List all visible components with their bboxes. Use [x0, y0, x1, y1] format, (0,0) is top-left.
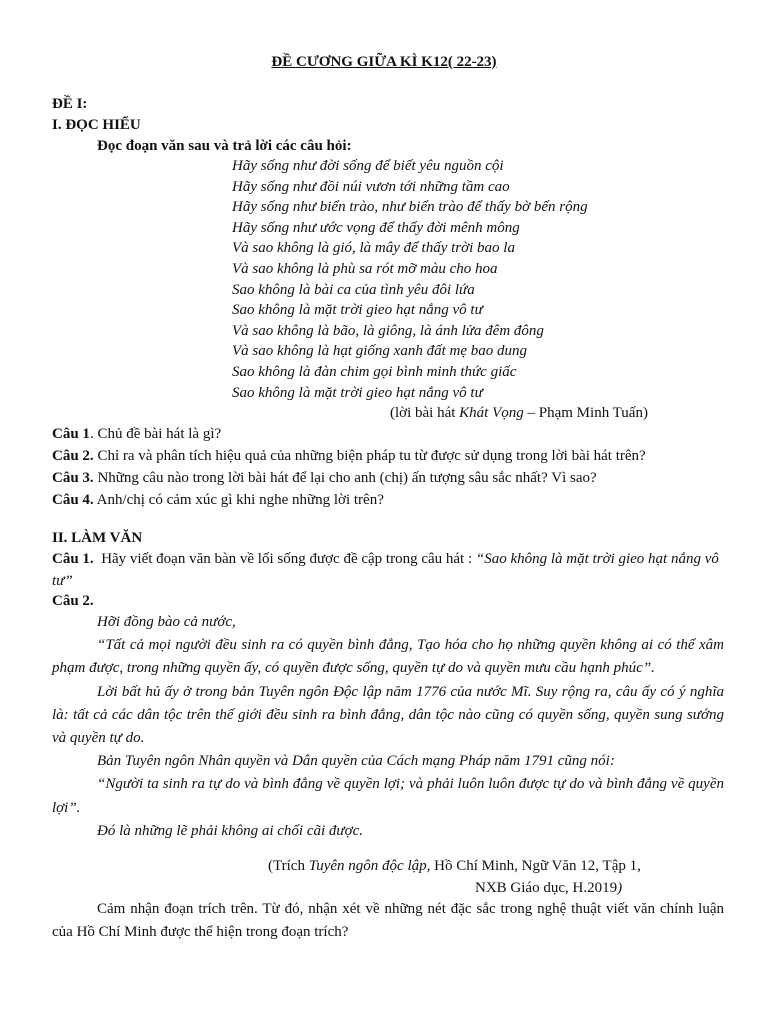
credit-post: – Phạm Minh Tuấn) — [523, 405, 648, 421]
source-pre: (Trích — [268, 858, 309, 874]
poem-line: Và sao không là phù sa rót mỡ màu cho hoa — [232, 260, 498, 277]
poem-line: Và sao không là gió, là mây để thấy trời bao la — [232, 240, 515, 257]
source-publisher: NXB Giáo dục, H.2019 — [475, 880, 618, 896]
section1-instruction: Đọc đoạn văn sau và trả lời các câu hỏi: — [97, 138, 352, 154]
passage-paragraph: Bản Tuyên ngôn Nhân quyền và Dân quyền của Cách mạng Pháp năm 1791 cũng nói: — [97, 753, 615, 770]
poem-line: Hãy sống như biển trào, như biển trào để thấy bờ bến rộng — [232, 199, 588, 216]
question-label: Câu 1 — [52, 426, 90, 442]
poem-line: Hãy sống như đồi núi vươn tới những tầm cao — [232, 178, 510, 195]
question-text: Anh/chị có cảm xúc gì khi nghe những lời trên? — [93, 492, 384, 508]
question-text: . Chủ đề bài hát là gì? — [89, 426, 222, 442]
writing-task: Cảm nhận đoạn trích trên. Từ đó, nhận xét về những nét đặc sắc trong nghệ thuật viết văn chính luận của Hồ Chí Minh được thể hiện trong đoạn trích? — [52, 901, 724, 941]
section2-question2-label: Câu 2. — [52, 593, 94, 609]
question-item — [52, 424, 724, 446]
source-post: Hồ Chí Minh, Ngữ Văn 12, Tập 1, — [430, 858, 641, 874]
poem-line: Sao không là đàn chim gọi bình minh thức giấc — [232, 363, 517, 380]
poem-block — [232, 156, 712, 403]
passage-paragraph: “Tất cả mọi người đều sinh ra có quyền bình đẳng, Tạo hóa cho họ những quyền không ai có thể xâm phạm được, trong những quyền ấy, có quyền được sống, quyền tự do và quyền mưu cầu hạnh phúc”. — [52, 637, 724, 677]
poem-line: Và sao không là bão, là giông, là ánh lửa đêm đông — [232, 322, 544, 339]
passage-paragraph: “Người ta sinh ra tự do và bình đẳng về quyền lợi; và phải luôn luôn được tự do và bình đẳng về quyền lợi”. — [52, 776, 724, 816]
song-credit — [390, 403, 648, 424]
passage-paragraph: Lời bất hủ ấy ở trong bản Tuyên ngôn Độc lập năm 1776 của nước Mĩ. Suy rộng ra, câu ấy có ý nghĩa là: tất cả các dân tộc trên thế giới đều sinh ra bình đẳng, dân tộc nào cũng có quyền sống, quyền sung sướng và quyền tự do. — [52, 683, 724, 747]
question-quote: “Sao không là mặt trời gieo hạt nắng vô tư” — [52, 551, 719, 589]
question-text: Hãy viết đoạn văn bàn về lối sống được đề cập trong câu hát : — [93, 551, 476, 567]
quoted-passage — [52, 611, 724, 843]
question-list — [52, 424, 724, 512]
poem-line: Sao không là mặt trời gieo hạt nắng vô tư — [232, 302, 483, 319]
de-label: ĐỀ I: — [52, 96, 88, 112]
source-citation — [268, 856, 708, 877]
source-close: ) — [617, 880, 623, 896]
section2-heading: II. LÀM VĂN — [52, 530, 143, 546]
question-label: Câu 3. — [52, 470, 94, 486]
poem-line: Hãy sống như ước vọng để thấy đời mênh mông — [232, 219, 520, 236]
passage-paragraph: Đó là những lẽ phải không ai chối cãi được. — [97, 822, 363, 839]
poem-line: Sao không là mặt trời gieo hạt nắng vô tư — [232, 384, 483, 401]
poem-line: Hãy sống như đời sống để biết yêu nguồn cội — [232, 158, 504, 174]
section1-heading: I. ĐỌC HIỂU — [52, 117, 141, 133]
credit-song-title: Khát Vọng — [459, 405, 524, 421]
question-text: Chỉ ra và phân tích hiệu quả của những biện pháp tu từ được sử dụng trong lời bài hát trên? — [93, 448, 646, 464]
section2-question1 — [52, 548, 724, 592]
passage-paragraph: Hỡi đồng bào cả nước, — [97, 614, 236, 630]
poem-line: Sao không là bài ca của tình yêu đôi lứa — [232, 281, 475, 298]
source-title: Tuyên ngôn độc lập, — [308, 858, 431, 874]
question-label: Câu 4. — [52, 492, 94, 508]
question-item — [52, 468, 724, 490]
question-label: Câu 1. — [52, 551, 94, 567]
poem-line: Và sao không là hạt giống xanh đất mẹ bao dung — [232, 343, 527, 360]
question-text: Những câu nào trong lời bài hát để lại cho anh (chị) ấn tượng sâu sắc nhất? Vì sao? — [93, 470, 597, 486]
document-title: ĐỀ CƯƠNG GIỮA KÌ K12( 22-23) — [271, 54, 497, 70]
credit-pre: (lời bài hát — [390, 405, 460, 421]
question-item — [52, 490, 724, 512]
question-item — [52, 446, 724, 468]
question-label: Câu 2. — [52, 448, 94, 464]
source-citation-line2 — [475, 878, 715, 899]
